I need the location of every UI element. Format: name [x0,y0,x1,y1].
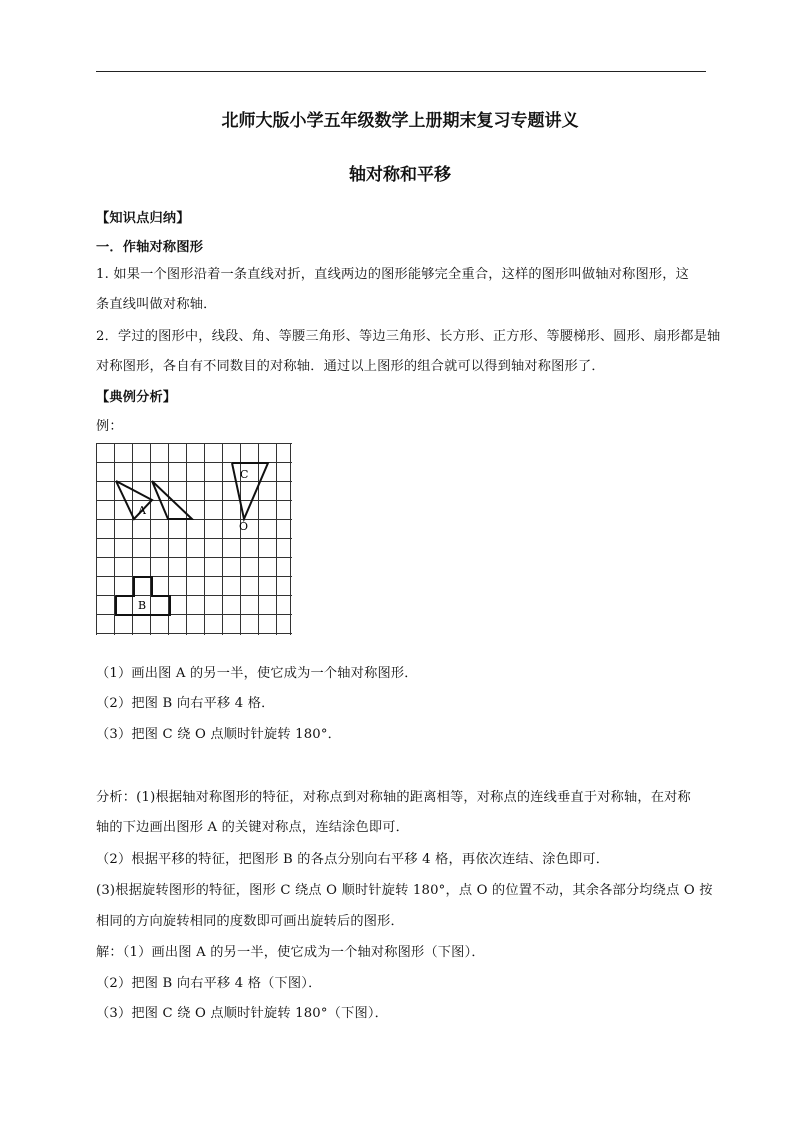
example-grid-figure [96,443,292,635]
top-rule [96,71,706,72]
question-1: （1）画出图 A 的另一半，使它成为一个轴对称图形． [96,666,418,681]
analysis-line-1: 分析：(1)根据轴对称图形的特征，对称点到对称轴的距离相等，对称点的连线垂直于对称轴，在对称 [96,790,691,805]
label-a: A [138,504,146,517]
analysis-line-5: 相同的方向旋转相同的度数即可画出旋转后的图形． [96,914,404,929]
shape-c [232,463,268,519]
question-3: （3）把图 C 绕 O 点顺时针旋转 180°． [96,727,342,742]
document-title: 北师大版小学五年级数学上册期末复习专题讲义 [221,111,579,131]
example-heading: 【典例分析】 [96,390,177,405]
analysis-line-2: 轴的下边画出图形 A 的关键对称点，连结涂色即可． [96,820,410,835]
knowledge-heading: 【知识点归纳】 [96,211,190,226]
grid-lines [96,443,292,635]
document-subtitle: 轴对称和平移 [349,165,451,185]
example-label: 例： [96,419,123,434]
label-o: O [239,520,249,533]
label-c: C [240,468,249,481]
point1-line2: 条直线叫做对称轴． [96,297,217,312]
answer-line-3: （3）把图 C 绕 O 点顺时针旋转 180°（下图）． [96,1006,389,1021]
answer-line-2: （2）把图 B 向右平移 4 格（下图）． [96,976,322,991]
question-2: （2）把图 B 向右平移 4 格． [96,696,275,711]
point2-line2: 对称图形，各自有不同数目的对称轴．通过以上图形的组合就可以得到轴对称图形了． [96,359,605,374]
label-b: B [138,599,147,612]
analysis-line-4: (3)根据旋转图形的特征，图形 C 绕点 O 顺时针旋转 180°，点 O 的位置不动，其余各部分均绕点 O 按 [96,883,713,898]
point2-line1: 2．学过的图形中，线段、角、等腰三角形、等边三角形、长方形、正方形、等腰梯形、圆形、扇形都是轴 [96,329,721,344]
point1-line1: 1. 如果一个图形沿着一条直线对折，直线两边的图形能够完全重合，这样的图形叫做轴对称图形，这 [96,267,690,282]
answer-line-1: 解：（1）画出图 A 的另一半，使它成为一个轴对称图形（下图）． [96,945,485,960]
section1-heading: 一．作轴对称图形 [96,240,204,255]
analysis-line-3: （2）根据平移的特征，把图形 B 的各点分别向右平移 4 格，再依次连结、涂色即可． [96,852,610,867]
